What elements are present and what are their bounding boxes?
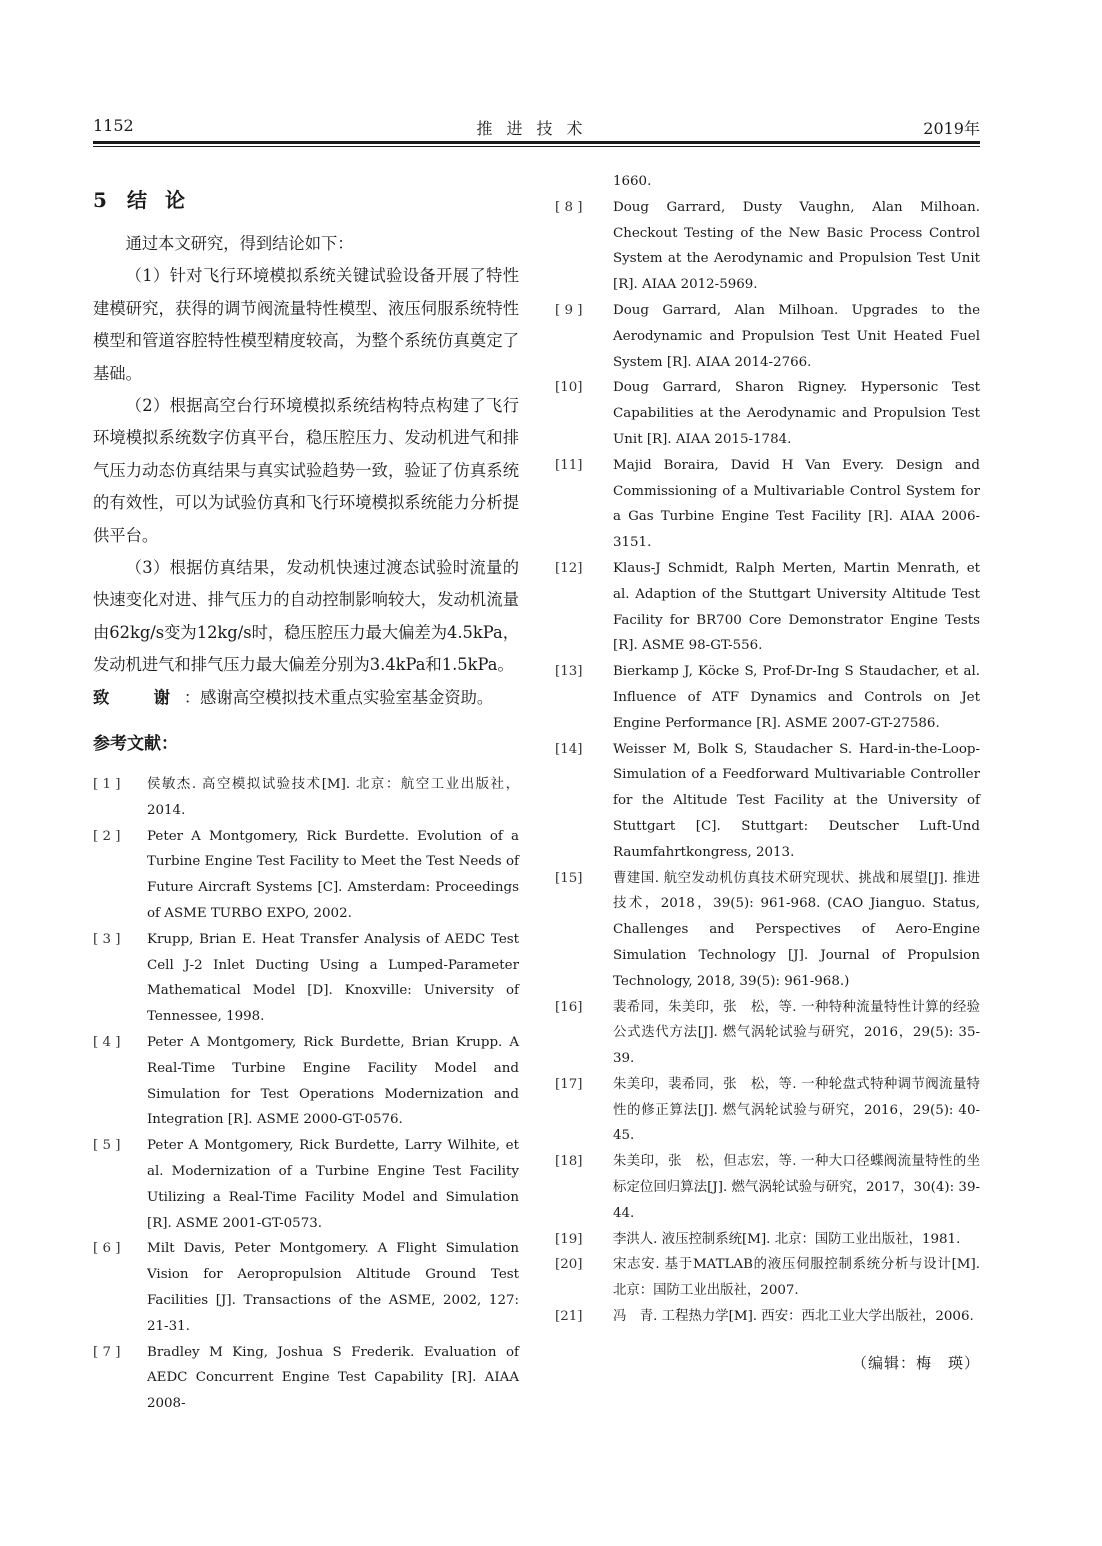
reference-text: Krupp, Brian E. Heat Transfer Analysis of AEDC Test Cell J-2 Inlet Ducting Using a Lumped-Parameter Mathematical Model [D]. Knoxville: University of Tennessee, 1998. xyxy=(147,931,519,1025)
body-paragraph: （2）根据高空台行环境模拟系统结构特点构建了飞行环境模拟系统数字仿真平台，稳压腔压力、发动机进气和排气压力动态仿真结果与真实试验趋势一致，验证了仿真系统的有效性，可以为试验仿真和飞行环境模拟系统能力分析提供平台。 xyxy=(93,396,519,545)
reference-item xyxy=(555,1072,980,1149)
reference-item xyxy=(555,1149,980,1226)
reference-text: Majid Boraira, David H Van Every. Design and Commissioning of a Multivariable Control System for a Gas Turbine Engine Test Facility [R]. AIAA 2006-3151. xyxy=(613,457,980,551)
reference-item xyxy=(555,375,980,452)
reference-text: Bierkamp J, Köcke S, Prof-Dr-Ing S Staudacher, et al. Influence of ATF Dynamics and Controls on Jet Engine Performance [R]. ASME 2007-GT-27586. xyxy=(613,664,980,731)
reference-text: Doug Garrard, Dusty Vaughn, Alan Milhoan. Checkout Testing of the New Basic Process Control System at the Aerodynamic and Propulsion Test Unit [R]. AIAA 2012-5969. xyxy=(613,199,980,293)
reference-text: 朱美印，裴希同，张 松，等. 一种轮盘式特种调节阀流量特性的修正算法[J]. 燃气涡轮试验与研究，2016，29(5): 40-45. xyxy=(613,1076,980,1144)
reference-continuation: 1660. xyxy=(613,174,652,189)
reference-text: 侯敏杰. 高空模拟试验技术[M]. 北京：航空工业出版社，2014. xyxy=(147,777,519,818)
reference-index: [16] xyxy=(555,999,583,1015)
reference-index: [ 4 ] xyxy=(93,1035,121,1051)
reference-item xyxy=(93,1340,519,1417)
reference-text: Doug Garrard, Sharon Rigney. Hypersonic Test Capabilities at the Aerodynamic and Propulsion Test Unit [R]. AIAA 2015-1784. xyxy=(613,380,980,447)
body-paragraph: 通过本文研究，得到结论如下： xyxy=(125,234,354,253)
reference-index: [21] xyxy=(555,1309,583,1325)
reference-index: [ 2 ] xyxy=(93,828,121,844)
reference-index: [13] xyxy=(555,664,583,680)
page-number: 1152 xyxy=(93,116,134,135)
reference-item xyxy=(93,1030,519,1133)
reference-text: Klaus-J Schmidt, Ralph Merten, Martin Menrath, et al. Adaption of the Stuttgart University Altitude Test Facility for BR700 Core Demonstrator Engine Tests [R]. ASME 98-GT-556. xyxy=(613,560,980,654)
reference-item xyxy=(555,737,980,866)
reference-index: [ 7 ] xyxy=(93,1344,121,1360)
reference-item xyxy=(93,1133,519,1236)
header-rule-thin xyxy=(93,146,980,147)
reference-index: [ 1 ] xyxy=(93,777,121,793)
reference-text: Milt Davis, Peter Montgomery. A Flight Simulation Vision for Aeropropulsion Altitude Ground Test Facilities [J]. Transactions of the ASME, 2002, 127: 21-31. xyxy=(147,1241,519,1334)
reference-index: [ 8 ] xyxy=(555,199,583,215)
reference-list xyxy=(93,772,519,1417)
section-number: 5 xyxy=(93,188,109,212)
reference-index: [14] xyxy=(555,741,583,757)
reference-text: 宋志安. 基于MATLAB的液压伺服控制系统分析与设计[M]. 北京：国防工业出版社，2007. xyxy=(613,1257,980,1299)
header-rule-thick xyxy=(93,141,980,144)
reference-text: Bradley M King, Joshua S Frederik. Evaluation of AEDC Concurrent Engine Test Capability [R]. AIAA 2008- xyxy=(147,1344,519,1412)
reference-text: Peter A Montgomery, Rick Burdette, Brian Krupp. A Real-Time Turbine Engine Facility Model and Simulation for Test Operations Modernization and Integration [R]. ASME 2000-GT-0576. xyxy=(147,1035,519,1128)
reference-index: [20] xyxy=(555,1257,583,1273)
reference-index: [19] xyxy=(555,1231,583,1247)
reference-text: Peter A Montgomery, Rick Burdette, Larry Wilhite, et al. Modernization of a Turbine Engine Test Facility Utilizing a Real-Time Facility Model and Simulation [R]. ASME 2001-GT-0573. xyxy=(147,1138,519,1231)
reference-item xyxy=(93,927,519,1030)
editor-note: （编辑：梅 瑛） xyxy=(851,1354,980,1372)
reference-item xyxy=(555,995,980,1072)
reference-item xyxy=(93,772,519,824)
running-header xyxy=(93,116,980,140)
left-column xyxy=(93,182,519,1417)
reference-item xyxy=(555,659,980,736)
reference-item xyxy=(555,1252,980,1304)
publication-year: 2019年 xyxy=(923,119,980,138)
reference-item xyxy=(555,298,980,375)
reference-item xyxy=(93,824,519,927)
reference-text: 冯 青. 工程热力学[M]. 西安：西北工业大学出版社，2006. xyxy=(613,1309,974,1325)
acknowledgement-label: 致 谢 xyxy=(93,687,184,707)
references-heading: 参考文献： xyxy=(93,734,178,755)
reference-index: [12] xyxy=(555,560,583,576)
acknowledgement xyxy=(93,682,519,714)
body-paragraph: （3）根据仿真结果，发动机快速过渡态试验时流量的快速变化对进、排气压力的自动控制影响较大，发动机流量由62kg/s变为12kg/s时，稳压腔压力最大偏差为4.5kPa，发动机进气和排气压力最大偏差分别为3.4kPa和1.5kPa。 xyxy=(93,558,519,675)
reference-list-continued xyxy=(555,195,980,1330)
acknowledgement-text: ：感谢高空模拟技术重点实验室基金资助。 xyxy=(183,687,494,707)
reference-text: Doug Garrard, Alan Milhoan. Upgrades to the Aerodynamic and Propulsion Test Unit Heated Fuel System [R]. AIAA 2014-2766. xyxy=(613,302,980,370)
section-title: 结论 xyxy=(127,188,203,212)
reference-text: 裴希同，朱美印，张 松，等. 一种特种流量特性计算的经验公式迭代方法[J]. 燃气涡轮试验与研究，2016，29(5): 35-39. xyxy=(613,999,980,1067)
reference-text: 朱美印，张 松，但志宏，等. 一种大口径蝶阀流量特性的坐标定位回归算法[J]. 燃气涡轮试验与研究，2017，30(4): 39-44. xyxy=(613,1154,980,1221)
reference-index: [11] xyxy=(555,457,583,473)
reference-index: [ 6 ] xyxy=(93,1241,121,1257)
reference-text: Weisser M, Bolk S, Staudacher S. Hard-in-the-Loop-Simulation of a Feedforward Multivariable Controller for the Altitude Test Facility at the University of Stuttgart [C]. Stuttgart: Deutscher Luft-Und Raumfahrtkongress, 2013. xyxy=(613,741,980,860)
reference-item xyxy=(93,1236,519,1339)
reference-index: [ 9 ] xyxy=(555,302,583,318)
reference-item xyxy=(555,1304,980,1330)
body-paragraph: （1）针对飞行环境模拟系统关键试验设备开展了特性建模研究，获得的调节阀流量特性模型、液压伺服系统特性模型和管道容腔特性模型精度较高，为整个系统仿真奠定了基础。 xyxy=(93,266,519,383)
section-heading xyxy=(93,182,519,218)
reference-index: [15] xyxy=(555,870,583,886)
reference-item xyxy=(555,556,980,659)
reference-text: 曹建国. 航空发动机仿真技术研究现状、挑战和展望[J]. 推进技术，2018，39(5): 961-968. (CAO Jianguo. Status, Challenges and Perspectives of Aero-Engine Simulation Technology [J]. Journal of Propulsion Technology, 2018, 39(5): 961-968.) xyxy=(613,870,980,989)
reference-item xyxy=(555,195,980,298)
reference-index: [10] xyxy=(555,380,583,396)
journal-name: 推进技术 xyxy=(476,119,597,138)
reference-item xyxy=(555,453,980,556)
reference-index: [18] xyxy=(555,1154,583,1170)
reference-index: [ 3 ] xyxy=(93,931,121,947)
reference-item xyxy=(555,1227,980,1253)
reference-text: 李洪人. 液压控制系统[M]. 北京：国防工业出版社，1981. xyxy=(613,1231,961,1247)
reference-index: [17] xyxy=(555,1076,583,1092)
reference-text: Peter A Montgomery, Rick Burdette. Evolution of a Turbine Engine Test Facility to Meet the Test Needs of Future Aircraft Systems [C]. Amsterdam: Proceedings of ASME TURBO EXPO, 2002. xyxy=(147,828,519,922)
reference-index: [ 5 ] xyxy=(93,1138,121,1154)
reference-item xyxy=(555,866,980,995)
right-column xyxy=(555,169,980,1330)
